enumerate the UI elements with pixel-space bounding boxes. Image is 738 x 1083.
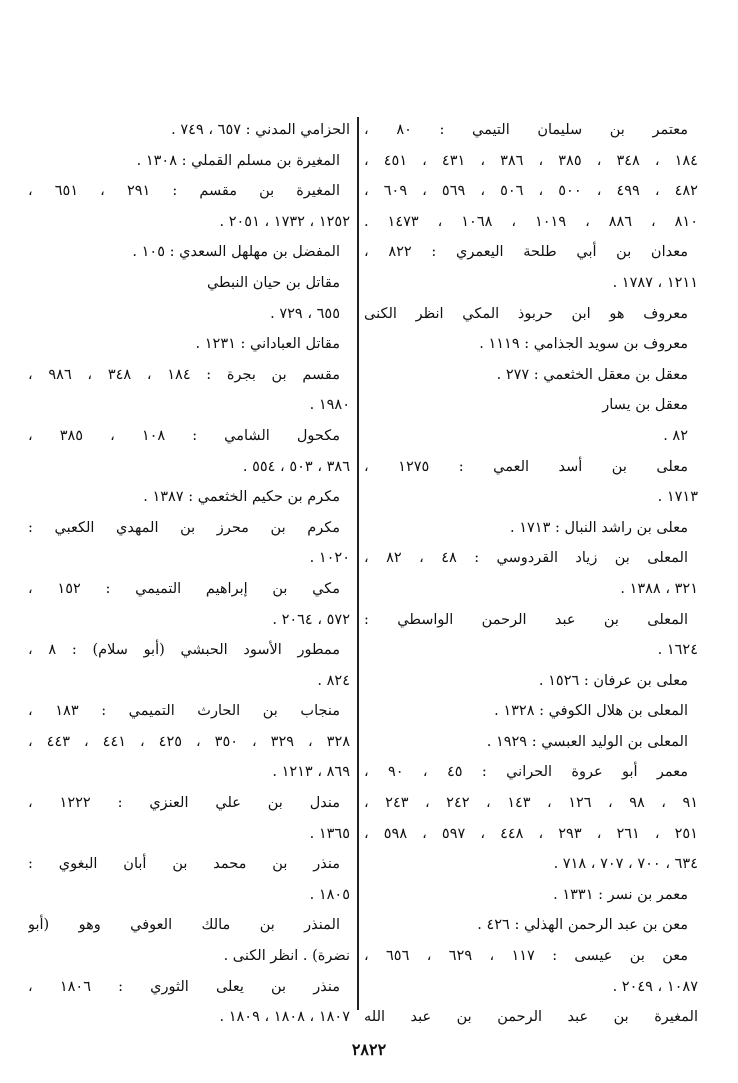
index-line: مكرم بن محرز بن المهدي الكعبي : bbox=[28, 519, 340, 536]
index-line: منذر بن يعلى الثوري : ١٨٠٦ ، bbox=[28, 978, 340, 995]
index-line: معن بن عبد الرحمن الهذلي : ٤٢٦ . bbox=[477, 917, 688, 934]
index-line: معلى بن راشد النبال : ١٧١٣ . bbox=[510, 519, 688, 536]
index-line: مقسم بن بجرة : ١٨٤ ، ٣٤٨ ، ٩٨٦ ، bbox=[28, 366, 341, 383]
index-line: معلى بن عرفان : ١٥٢٦ . bbox=[538, 672, 688, 689]
index-line: المنذر بن مالك العوفي وهو (أبو bbox=[28, 917, 340, 934]
index-line: مكرم بن حكيم الخثعمي : ١٣٨٧ . bbox=[143, 489, 340, 506]
index-line: ١٨٠٧ ، ١٨٠٨ ، ١٨٠٩ . bbox=[219, 1009, 350, 1026]
index-line: ممطور الأسود الحبشي (أبو سلام) : ٨ ، bbox=[28, 642, 340, 659]
index-line: معقل بن معقل الخثعمي : ٢٧٧ . bbox=[496, 366, 688, 383]
index-column-left bbox=[28, 115, 350, 1033]
index-line: المعلى بن زياد القردوسي : ٤٨ ، ٨٢ ، bbox=[364, 550, 688, 567]
index-line: ٦٣٤ ، ٧٠٠ ، ٧٠٧ ، ٧١٨ . bbox=[553, 856, 698, 873]
index-line: ٥٧٢ ، ٢٠٦٤ . bbox=[272, 611, 350, 628]
index-line: معمر أبو عروة الحراني : ٤٥ ، ٩٠ ، bbox=[364, 764, 688, 781]
index-line: ٣٨٦ ، ٥٠٣ ، ٥٥٤ . bbox=[242, 458, 350, 475]
index-line: ٦٥٥ ، ٧٢٩ . bbox=[270, 305, 340, 322]
index-line: ١٣٦٥ . bbox=[309, 825, 350, 842]
index-line: المفضل بن مهلهل السعدي : ١٠٥ . bbox=[132, 244, 340, 261]
index-line: ١٨٠٥ . bbox=[309, 886, 350, 903]
index-line: ٨٢٤ . bbox=[317, 672, 350, 689]
page-number: ٢٨٢٢ bbox=[351, 1040, 387, 1059]
index-column-right bbox=[364, 115, 698, 1033]
index-line: ٨٢ . bbox=[663, 427, 688, 444]
index-line: معمر بن نسر : ١٣٣١ . bbox=[553, 886, 688, 903]
index-line: المغيرة بن عبد الرحمن بن عبد الله bbox=[364, 1009, 698, 1026]
index-line: مكي بن إبراهيم التميمي : ١٥٢ ، bbox=[28, 580, 340, 597]
index-line: معروف بن سويد الجذامي : ١١١٩ . bbox=[479, 336, 688, 353]
index-line: معقل بن يسار bbox=[602, 397, 688, 414]
index-line: ٣٢١ ، ١٣٨٨ . bbox=[620, 580, 698, 597]
index-line: ١٨٤ ، ٣٤٨ ، ٣٨٥ ، ٣٨٦ ، ٤٣١ ، ٤٥١ ، bbox=[364, 152, 698, 169]
index-line: المعلى بن الوليد العبسي : ١٩٢٩ . bbox=[486, 733, 688, 750]
index-line: ٤٨٢ ، ٤٩٩ ، ٥٠٠ ، ٥٠٦ ، ٥٦٩ ، ٦٠٩ ، bbox=[364, 183, 698, 200]
index-line: مكحول الشامي : ١٠٨ ، ٣٨٥ ، bbox=[28, 427, 341, 444]
index-line: ١٩٨٠ . bbox=[309, 397, 350, 414]
index-line: ٨١٠ ، ٨٨٦ ، ١٠١٩ ، ١٠٦٨ ، ١٤٧٣ . bbox=[364, 213, 698, 230]
index-line: المغيرة بن مقسم : ٢٩١ ، ٦٥١ ، bbox=[28, 183, 340, 200]
index-line: منذر بن محمد بن أبان البغوي : bbox=[28, 856, 340, 873]
index-line: المغيرة بن مسلم القملي : ١٣٠٨ . bbox=[136, 152, 340, 169]
index-line: ١٠٨٧ ، ٢٠٤٩ . bbox=[612, 978, 698, 995]
index-line: ١٦٢٤ . bbox=[657, 642, 698, 659]
index-line: معن بن عيسى : ١١٧ ، ٦٢٩ ، ٦٥٦ ، bbox=[364, 948, 688, 965]
index-line: معتمر بن سليمان التيمي : ٨٠ ، bbox=[364, 122, 689, 138]
index-line: ٨٦٩ ، ١٢١٣ . bbox=[272, 764, 350, 781]
index-line: المعلى بن هلال الكوفي : ١٣٢٨ . bbox=[494, 703, 688, 720]
index-line: مندل بن علي العنزي : ١٢٢٢ ، bbox=[28, 795, 340, 812]
index-line: نضرة) . انظر الكنى . bbox=[223, 948, 350, 965]
index-line: ١٧١٣ . bbox=[657, 489, 698, 506]
index-line: مقاتل بن حيان النبطي bbox=[206, 274, 340, 291]
index-line: ١٢١١ ، ١٧٨٧ . bbox=[612, 274, 698, 291]
index-line: معلى بن أسد العمي : ١٢٧٥ ، bbox=[364, 458, 688, 475]
index-line: معروف هو ابن حربوذ المكي انظر الكنى bbox=[364, 305, 688, 322]
index-line: مقاتل العباداني : ١٢٣١ . bbox=[195, 336, 340, 353]
index-line: ٣٢٨ ، ٣٢٩ ، ٣٥٠ ، ٤٢٥ ، ٤٤١ ، ٤٤٣ ، bbox=[28, 733, 350, 750]
index-line: ١٢٥٢ ، ١٧٣٢ ، ٢٠٥١ . bbox=[219, 213, 350, 230]
column-divider bbox=[357, 117, 359, 1010]
index-line: الحزامي المدني : ٦٥٧ ، ٧٤٩ . bbox=[171, 122, 350, 138]
index-line: ١٠٢٠ . bbox=[309, 550, 350, 567]
index-line: المعلى بن عبد الرحمن الواسطي : bbox=[364, 611, 688, 628]
index-line: منجاب بن الحارث التميمي : ١٨٣ ، bbox=[28, 703, 340, 720]
index-line: معدان بن أبي طلحة اليعمري : ٨٢٢ ، bbox=[364, 244, 688, 261]
index-line: ٩١ ، ٩٨ ، ١٢٦ ، ١٤٣ ، ٢٤٢ ، ٢٤٣ ، bbox=[364, 795, 698, 812]
index-line: ٢٥١ ، ٢٦١ ، ٢٩٣ ، ٤٤٨ ، ٥٩٧ ، ٥٩٨ ، bbox=[364, 825, 698, 842]
